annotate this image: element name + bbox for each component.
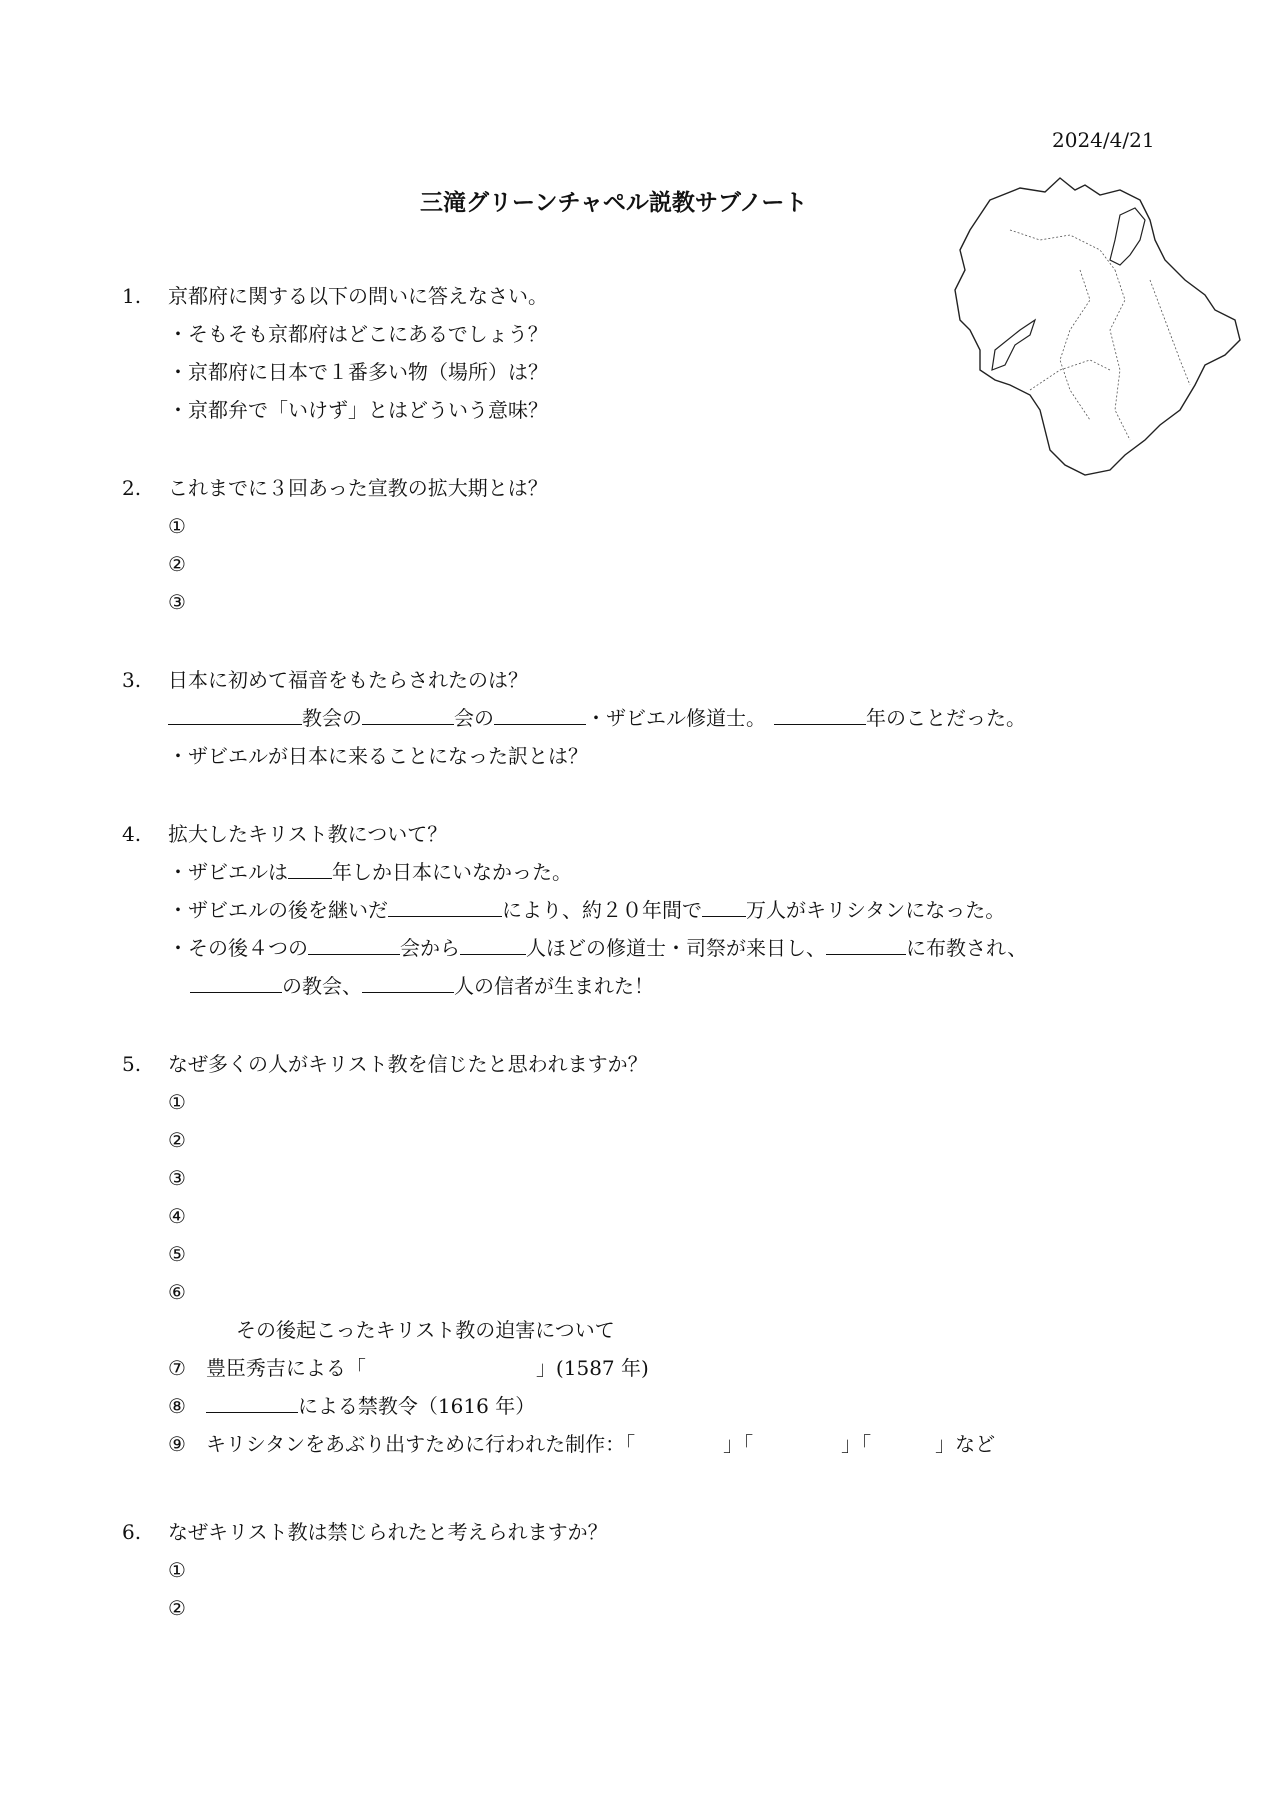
q1-item: ・京都弁で「いけず」とはどういう意味？ [168, 398, 548, 422]
q2-item: ③ [168, 590, 186, 614]
q5-item: ① [168, 1090, 186, 1114]
answer-blank[interactable] [190, 974, 282, 993]
q6-item: ② [168, 1596, 186, 1620]
pref-border-3 [1110, 270, 1130, 440]
q5-item: ⑤ [168, 1242, 186, 1266]
pref-border-4 [1150, 280, 1190, 385]
q5-item: ③ [168, 1166, 186, 1190]
q3-sub: ・ザビエルが日本に来ることになった訳とは？ [168, 744, 588, 768]
q1-number: 1. [122, 284, 142, 308]
pref-border-2 [1060, 270, 1090, 420]
answer-blank[interactable] [388, 898, 502, 917]
q5-subheading: その後起こったキリスト教の迫害について [236, 1318, 615, 1342]
q1-item: ・そもそも京都府はどこにあるでしょう？ [168, 322, 548, 346]
q5-item: ⑥ [168, 1280, 186, 1304]
pref-border-5 [1030, 360, 1110, 390]
q4-line-2: ・ザビエルの後を継いだ により、約２０年間で 万人がキリシタンになった。 [168, 898, 1006, 922]
answer-blank[interactable] [774, 706, 866, 725]
q5-item: ② [168, 1128, 186, 1152]
answer-blank[interactable] [826, 936, 906, 955]
answer-blank[interactable] [308, 936, 400, 955]
q5-number: 5. [122, 1052, 142, 1076]
q2-number: 2. [122, 476, 142, 500]
q4-number: 4. [122, 822, 142, 846]
lake-biwa [1110, 208, 1145, 265]
q1-text: 京都府に関する以下の問いに答えなさい。 [168, 284, 548, 308]
q6-number: 6. [122, 1520, 142, 1544]
pref-border-1 [1010, 230, 1115, 270]
answer-blank[interactable] [702, 898, 746, 917]
q3-number: 3. [122, 668, 142, 692]
q5-text: なぜ多くの人がキリスト教を信じたと思われますか？ [168, 1052, 648, 1076]
q2-text: これまでに３回あった宣教の拡大期とは？ [168, 476, 548, 500]
q6-text: なぜキリスト教は禁じられたと考えられますか？ [168, 1520, 608, 1544]
answer-blank[interactable] [288, 860, 332, 879]
q5-item-8: ⑧ による禁教令（1616 年） [168, 1394, 536, 1418]
answer-blank[interactable] [206, 1394, 298, 1413]
answer-blank[interactable] [362, 974, 454, 993]
q4-line-1: ・ザビエルは 年しか日本にいなかった。 [168, 860, 572, 884]
q6-item: ① [168, 1558, 186, 1582]
q3-fill-line: 教会の 会の ・ザビエル修道士。 年のことだった。 [168, 706, 1026, 730]
q5-item-9: ⑨ キリシタンをあぶり出すために行われた制作：「 」「 」「 」など [168, 1432, 996, 1456]
q5-item-7: ⑦ 豊臣秀吉による「 」(1587 年) [168, 1356, 649, 1380]
q5-item: ④ [168, 1204, 186, 1228]
answer-blank[interactable] [168, 706, 302, 725]
q1-item: ・京都府に日本で１番多い物（場所）は？ [168, 360, 548, 384]
q3-text: 日本に初めて福音をもたらされたのは？ [168, 668, 528, 692]
kinki-region-map-icon [950, 170, 1250, 490]
date: 2024/4/21 [1052, 128, 1155, 152]
q4-line-4: の教会、 人の信者が生まれた！ [190, 974, 654, 998]
answer-blank[interactable] [494, 706, 586, 725]
page-title: 三滝グリーンチャペル説教サブノート [420, 189, 808, 216]
q2-item: ① [168, 514, 186, 538]
q2-item: ② [168, 552, 186, 576]
answer-blank[interactable] [460, 936, 526, 955]
q4-text: 拡大したキリスト教について？ [168, 822, 448, 846]
q4-line-3: ・その後４つの 会から 人ほどの修道士・司祭が来日し、 に布教され、 [168, 936, 1028, 960]
map-outline [955, 178, 1240, 475]
answer-blank[interactable] [362, 706, 454, 725]
osaka-bay [992, 320, 1035, 370]
